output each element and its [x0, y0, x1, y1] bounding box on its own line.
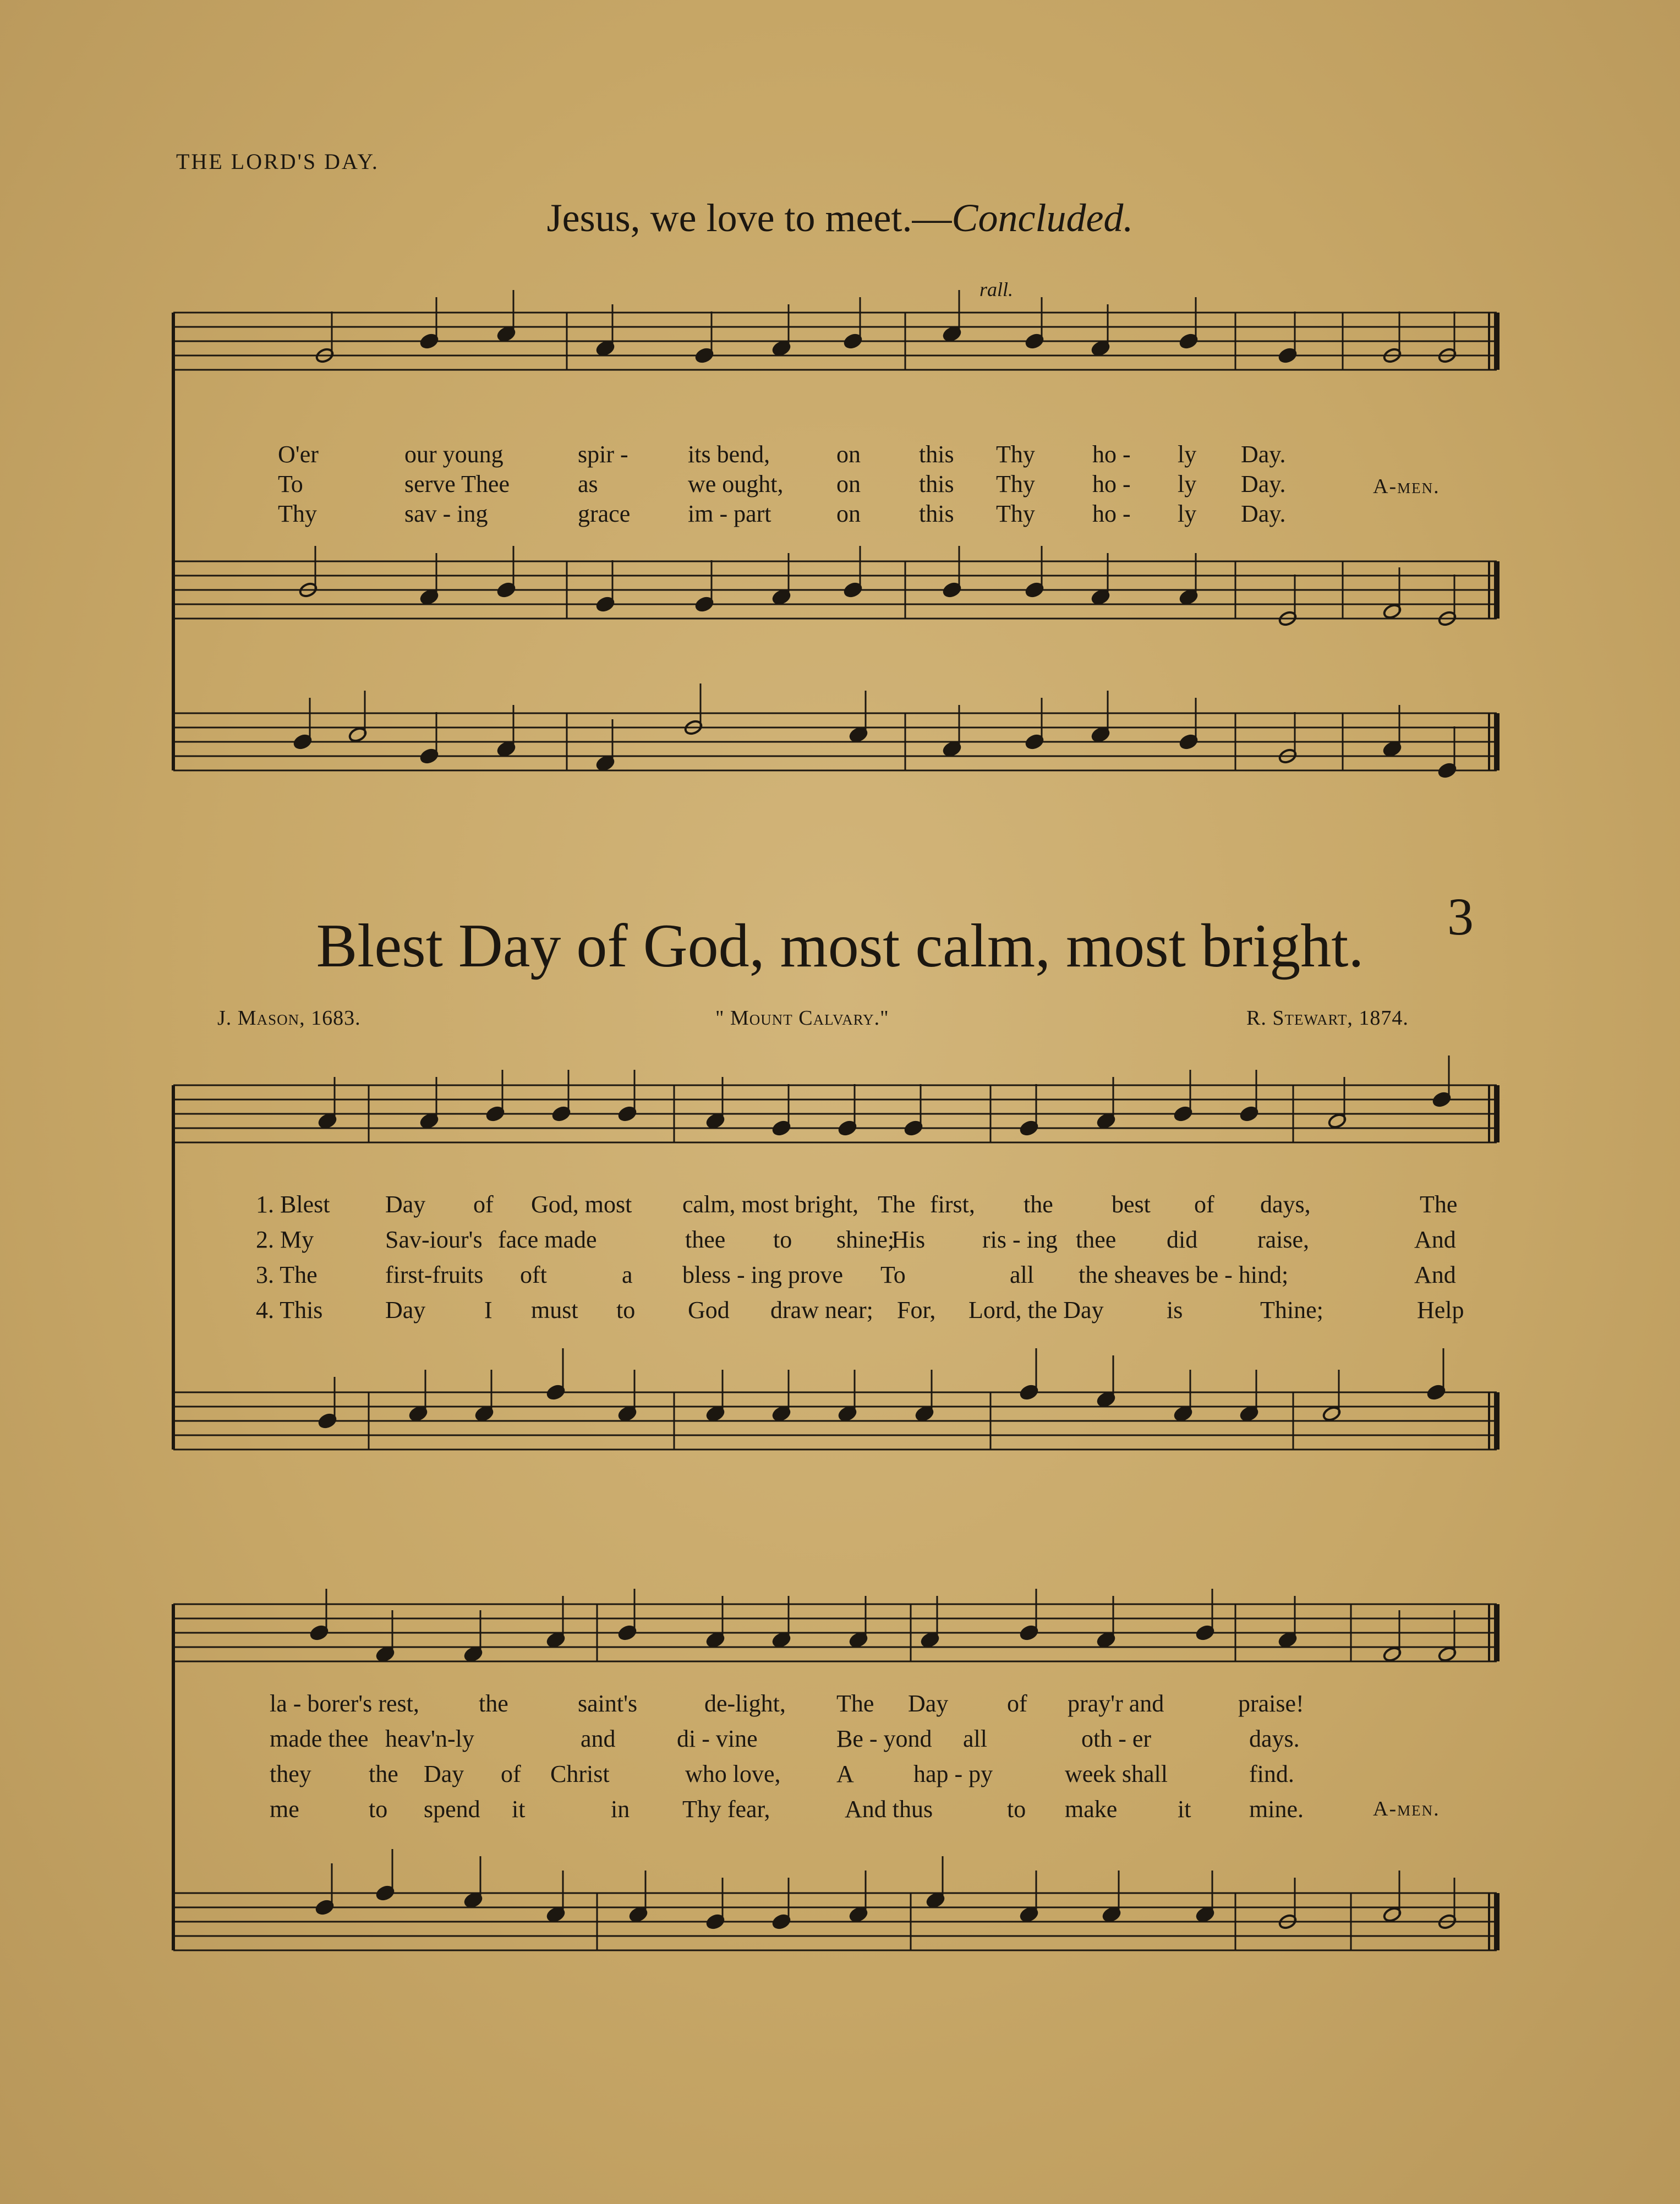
hymn-b-sys1-line-3-word-5: bless - ing prove	[682, 1261, 844, 1288]
hymn-a-verse-line-2-word-3: as	[578, 471, 598, 497]
hymn-b-sys1-line-1-word-5: calm, most bright,	[682, 1191, 859, 1218]
hymn-b-sys1-line-3-word-4: a	[622, 1261, 633, 1288]
hymn-b-sys1-line-1-word-8: the	[1024, 1191, 1053, 1218]
hymn-b-sys2-line-1-word-3: saint's	[578, 1690, 638, 1717]
hymn-b-sys1-line-2-word-2: Sav-iour's	[385, 1226, 483, 1253]
hymn-b-sys1-line-2-word-10: did	[1167, 1226, 1198, 1253]
hymn-b-sys1-line-1-word-12: The	[1420, 1191, 1458, 1218]
hymn-b-sys2-line-2-word-5: Be - yond	[836, 1725, 932, 1752]
hymn-b-sys2-line-1-word-7: of	[1007, 1690, 1027, 1717]
hymn-b-sys2-line-4-word-9: make	[1065, 1796, 1118, 1823]
hymn-a-verse-line-3-word-7: Thy	[996, 500, 1035, 527]
hymn-a-verse-line-1-word-6: this	[919, 441, 954, 468]
hymn-b-sys2-line-3-word-5: Christ	[550, 1760, 610, 1787]
author-text: J. Mason, 1683.	[217, 1007, 361, 1030]
hymn-b-sys1-line-4-word-6: God	[688, 1297, 730, 1324]
hymn-b-sys2-line-4-word-10: it	[1178, 1796, 1191, 1823]
hymn-b-sys1-line-3-word-7: all	[1010, 1261, 1034, 1288]
hymn-b-sys2-line-3-word-1: they	[270, 1760, 311, 1787]
hymn-b-sys2-line-1-word-4: de-light,	[704, 1690, 786, 1717]
tune-text: " Mount Calvary."	[715, 1007, 889, 1030]
hymn-b-sys1-line-2-word-1: 2. My	[256, 1226, 314, 1253]
hymn-b-sys1-line-4-word-8: For,	[897, 1297, 936, 1324]
hymn-b-sys1-line-2-word-4: thee	[685, 1226, 726, 1253]
hymn-b-tune	[715, 1006, 889, 1030]
hymn-a-verse-line-2-word-4: we ought,	[688, 471, 784, 497]
hymn-b-sys1-line-1-word-10: of	[1194, 1191, 1214, 1218]
hymn-a-verse-line-2-word-10: Day.	[1241, 471, 1286, 497]
hymn-b-sys2-line-2-word-1: made thee	[270, 1725, 369, 1752]
hymn-b-sys2-line-1-word-6: Day	[908, 1690, 949, 1717]
hymn-b-sys2-line-2-word-4: di - vine	[677, 1725, 758, 1752]
hymn-a-verse-line-2-word-2: serve Thee	[404, 471, 510, 497]
hymn-b-sys2-line-3-word-4: of	[501, 1760, 521, 1787]
hymn-a-verse-line-3-word-4: im - part	[688, 500, 771, 527]
hymn-b-title: Blest Day of God, most calm, most bright.	[316, 912, 1364, 980]
hymn-b-sys2-line-2-word-2: heav'n-ly	[385, 1725, 474, 1752]
hymn-b-sys1-line-2-word-8: ris - ing	[982, 1226, 1058, 1253]
hymn-b-sys2-line-1-word-9: praise!	[1238, 1690, 1304, 1717]
hymn-b-sys1-line-1-word-3: of	[473, 1191, 494, 1218]
rall-mark: rall.	[979, 278, 1014, 300]
note-heads	[293, 290, 1457, 1930]
hymn-b-sys1-line-4-word-9: Lord, the Day	[968, 1297, 1104, 1324]
hymn-b-sys1-line-4-word-4: must	[531, 1297, 578, 1324]
hymn-a-verse-line-3-word-5: on	[836, 500, 861, 527]
hymn-b-sys1-line-4-word-12: Help	[1417, 1297, 1464, 1324]
hymn-b-sys2-line-4-word-5: in	[611, 1796, 630, 1823]
hymn-b-sys2-line-3-word-2: the	[369, 1760, 398, 1787]
hymn-a-verse-line-2-word-9: ly	[1178, 471, 1197, 497]
hymn-b-sys2-line-3-word-10: find.	[1249, 1760, 1294, 1787]
hymn-a-verse-line-3-word-10: Day.	[1241, 500, 1286, 527]
hymn-b-sys1-line-1-word-2: Day	[385, 1191, 426, 1218]
hymn-b-sys1-line-3-word-9: And	[1414, 1261, 1456, 1288]
hymn-a-verse-line-2-word-1: To	[278, 471, 303, 497]
hymn-b-sys1-line-4-word-10: is	[1167, 1297, 1183, 1324]
hymn-a-verse-line-1-word-5: on	[836, 441, 861, 468]
hymn-b-sys2-line-3-word-9: week shall	[1065, 1760, 1168, 1787]
hymn-b-sys2-line-1-word-1: la - borer's rest,	[270, 1690, 419, 1717]
hymn-a-verse-line-1-word-7: Thy	[996, 441, 1035, 468]
hymn-b-sys1-line-4-word-2: Day	[385, 1297, 426, 1324]
hymn-b-composer	[1246, 1006, 1409, 1030]
hymn-a-verse-line-3-word-8: ho -	[1092, 500, 1131, 527]
hymn-b-amen: A-men.	[1373, 1797, 1440, 1820]
hymn-a-amen: A-men.	[1373, 475, 1440, 498]
hymn-b-sys1-line-2-word-9: thee	[1076, 1226, 1117, 1253]
hymn-b-sys2-line-2-word-7: oth - er	[1081, 1725, 1152, 1752]
hymn-a-title-main: Jesus, we love to meet.—	[546, 196, 952, 240]
hymn-b-sys2-line-2-word-3: and	[581, 1725, 616, 1752]
hymn-b-sys2-line-1-word-5: The	[836, 1690, 874, 1717]
hymn-b-sys1-line-1-word-11: days,	[1260, 1191, 1311, 1218]
composer-text: R. Stewart, 1874.	[1246, 1007, 1409, 1030]
hymn-b-sys1-line-2-word-3: face made	[498, 1226, 597, 1253]
hymn-b-sys2-line-4-word-6: Thy fear,	[682, 1796, 770, 1823]
hymn-a-verse-line-3-word-2: sav - ing	[404, 500, 488, 527]
hymn-b-sys1-line-4-word-7: draw near;	[770, 1297, 873, 1324]
hymn-b-sys2-line-2-word-8: days.	[1249, 1725, 1300, 1752]
hymn-b-sys2-line-4-word-1: me	[270, 1796, 299, 1823]
hymn-b-sys2-line-3-word-7: A	[836, 1760, 854, 1787]
hymn-b-sys2-line-3-word-8: hap - py	[913, 1760, 993, 1787]
hymn-b-sys1-line-3-word-6: To	[880, 1261, 906, 1288]
hymn-b-sys2-line-4-word-2: to	[369, 1796, 388, 1823]
hymn-b-sys1-line-2-word-6: shine;	[836, 1226, 895, 1253]
hymn-b-sys2-line-4-word-11: mine.	[1249, 1796, 1304, 1823]
hymn-a-verse-line-1-word-2: our young	[404, 441, 504, 468]
hymn-a-verse-line-2-word-7: Thy	[996, 471, 1035, 497]
hymn-b-sys1-line-2-word-7: His	[891, 1226, 926, 1253]
hymn-b-sys2-line-4-word-4: it	[512, 1796, 526, 1823]
hymn-b-sys2-line-1-word-2: the	[479, 1690, 508, 1717]
hymn-b-sys1-line-2-word-5: to	[773, 1226, 792, 1253]
hymn-b-sys1-line-1-word-9: best	[1112, 1191, 1151, 1218]
hymn-a-verse-line-1-word-3: spir -	[578, 441, 628, 468]
hymn-b-sys1-line-4-word-11: Thine;	[1260, 1297, 1323, 1324]
hymn-b-sys2-line-2-word-6: all	[963, 1725, 987, 1752]
hymn-a-verse-line-3-word-9: ly	[1178, 500, 1197, 527]
hymn-b-sys2-line-1-word-8: pray'r and	[1068, 1690, 1164, 1717]
hymn-b-number: 3	[1447, 887, 1474, 946]
hymn-b-sys2-line-4-word-3: spend	[424, 1796, 480, 1823]
hymn-b-sys2-line-4-word-8: to	[1007, 1796, 1026, 1823]
hymn-a-verse-line-1-word-9: ly	[1178, 441, 1197, 468]
hymn-a-verse-line-3-word-3: grace	[578, 500, 631, 527]
hymn-b-sys1-line-3-word-8: the sheaves be - hind;	[1079, 1261, 1289, 1288]
hymn-a-verse-line-3-word-1: Thy	[278, 500, 317, 527]
hymn-b-sys1-line-1-word-7: first,	[930, 1191, 975, 1218]
running-header: THE LORD'S DAY.	[176, 149, 379, 174]
hymn-a-verse-line-1-word-10: Day.	[1241, 441, 1286, 468]
hymn-b-sys1-line-1-word-4: God, most	[531, 1191, 632, 1218]
hymn-b-sys2-line-3-word-3: Day	[424, 1760, 464, 1787]
hymn-a-title-suffix: Concluded.	[951, 196, 1134, 240]
hymn-a-verse-line-1-word-8: ho -	[1092, 441, 1131, 468]
hymn-a-verse-line-2-word-8: ho -	[1092, 471, 1131, 497]
hymn-b-sys1-line-2-word-11: raise,	[1257, 1226, 1310, 1253]
hymn-a-verse-line-3-word-6: this	[919, 500, 954, 527]
hymn-b-sys2-line-3-word-6: who love,	[685, 1760, 781, 1787]
hymn-b-sys1-line-2-word-12: And	[1414, 1226, 1456, 1253]
hymn-a-verse-line-1-word-1: O'er	[278, 441, 319, 468]
hymn-b-sys1-line-4-word-1: 4. This	[256, 1297, 323, 1324]
hymn-b-sys1-line-4-word-5: to	[616, 1297, 636, 1324]
hymn-b-sys1-line-1-word-1: 1. Blest	[256, 1191, 330, 1218]
hymn-b-sys1-line-3-word-1: 3. The	[256, 1261, 318, 1288]
hymn-b-sys2-line-4-word-7: And thus	[845, 1796, 933, 1823]
hymn-b-sys1-line-3-word-2: first-fruits	[385, 1261, 484, 1288]
hymn-a-verse-line-2-word-5: on	[836, 471, 861, 497]
hymn-b-sys1-line-4-word-3: I	[484, 1297, 492, 1324]
hymn-b-sys1-line-3-word-3: oft	[520, 1261, 547, 1288]
hymn-a-verse-line-1-word-4: its bend,	[688, 441, 770, 468]
hymn-b-sys1-line-1-word-6: The	[878, 1191, 916, 1218]
hymn-a-verse-line-2-word-6: this	[919, 471, 954, 497]
hymn-b-author	[217, 1006, 361, 1030]
